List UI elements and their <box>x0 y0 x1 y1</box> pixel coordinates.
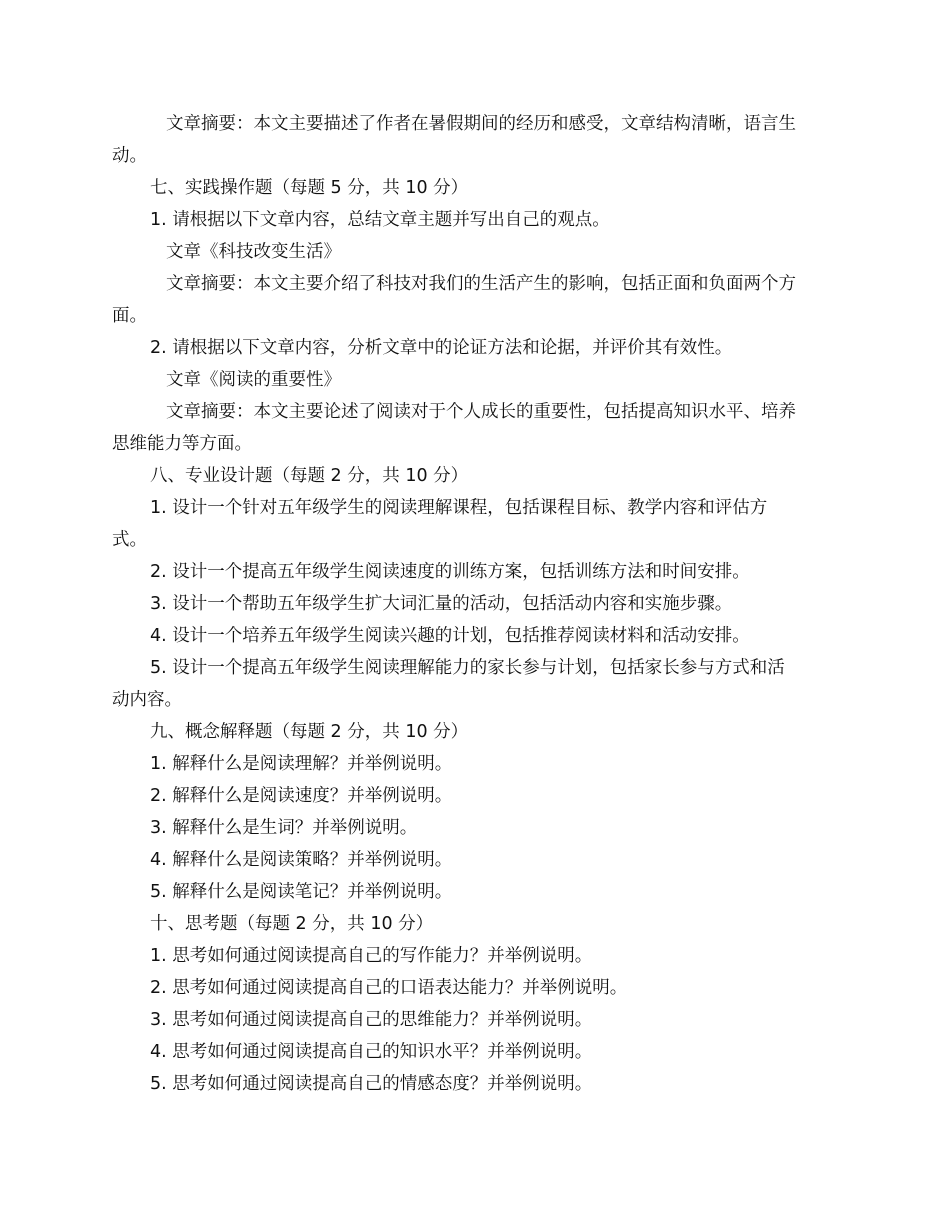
summary-line: 文章摘要：本文主要描述了作者在暑假期间的经历和感受，文章结构清晰，语言生 <box>166 114 796 134</box>
summary-line-continuation: 动。 <box>112 146 147 166</box>
article-title: 文章《科技改变生活》 <box>166 242 341 262</box>
question-item: 3. 思考如何通过阅读提高自己的思维能力？并举例说明。 <box>150 1010 593 1030</box>
summary-line-continuation: 思维能力等方面。 <box>112 434 252 454</box>
summary-line: 文章摘要：本文主要介绍了科技对我们的生活产生的影响，包括正面和负面两个方 <box>166 274 796 294</box>
question-item: 2. 设计一个提高五年级学生阅读速度的训练方案，包括训练方法和时间安排。 <box>150 562 750 582</box>
summary-line-continuation: 面。 <box>112 306 147 326</box>
question-item: 5. 设计一个提高五年级学生阅读理解能力的家长参与计划，包括家长参与方式和活 <box>150 658 785 678</box>
question-item: 3. 解释什么是生词？并举例说明。 <box>150 818 418 838</box>
question-item: 4. 思考如何通过阅读提高自己的知识水平？并举例说明。 <box>150 1042 593 1062</box>
question-item: 4. 设计一个培养五年级学生阅读兴趣的计划，包括推荐阅读材料和活动安排。 <box>150 626 750 646</box>
question-item: 4. 解释什么是阅读策略？并举例说明。 <box>150 850 453 870</box>
section-heading-concepts: 九、概念解释题（每题 2 分，共 10 分） <box>150 722 469 742</box>
section-heading-design: 八、专业设计题（每题 2 分，共 10 分） <box>150 466 469 486</box>
article-title: 文章《阅读的重要性》 <box>166 370 341 390</box>
question-item: 5. 解释什么是阅读笔记？并举例说明。 <box>150 882 453 902</box>
question-item: 2. 请根据以下文章内容，分析文章中的论证方法和论据，并评价其有效性。 <box>150 338 733 358</box>
document-body <box>112 108 842 1100</box>
section-heading-practice: 七、实践操作题（每题 5 分，共 10 分） <box>150 178 469 198</box>
question-item: 3. 设计一个帮助五年级学生扩大词汇量的活动，包括活动内容和实施步骤。 <box>150 594 733 614</box>
question-item: 5. 思考如何通过阅读提高自己的情感态度？并举例说明。 <box>150 1074 593 1094</box>
question-item: 1. 请根据以下文章内容，总结文章主题并写出自己的观点。 <box>150 210 610 230</box>
question-item: 2. 思考如何通过阅读提高自己的口语表达能力？并举例说明。 <box>150 978 628 998</box>
question-item: 2. 解释什么是阅读速度？并举例说明。 <box>150 786 453 806</box>
summary-line: 文章摘要：本文主要论述了阅读对于个人成长的重要性，包括提高知识水平、培养 <box>166 402 796 422</box>
question-item: 1. 思考如何通过阅读提高自己的写作能力？并举例说明。 <box>150 946 593 966</box>
question-item: 1. 设计一个针对五年级学生的阅读理解课程，包括课程目标、教学内容和评估方 <box>150 498 768 518</box>
question-item-continuation: 动内容。 <box>112 690 182 710</box>
question-item-continuation: 式。 <box>112 530 147 550</box>
question-item: 1. 解释什么是阅读理解？并举例说明。 <box>150 754 453 774</box>
section-heading-thinking: 十、思考题（每题 2 分，共 10 分） <box>150 914 434 934</box>
